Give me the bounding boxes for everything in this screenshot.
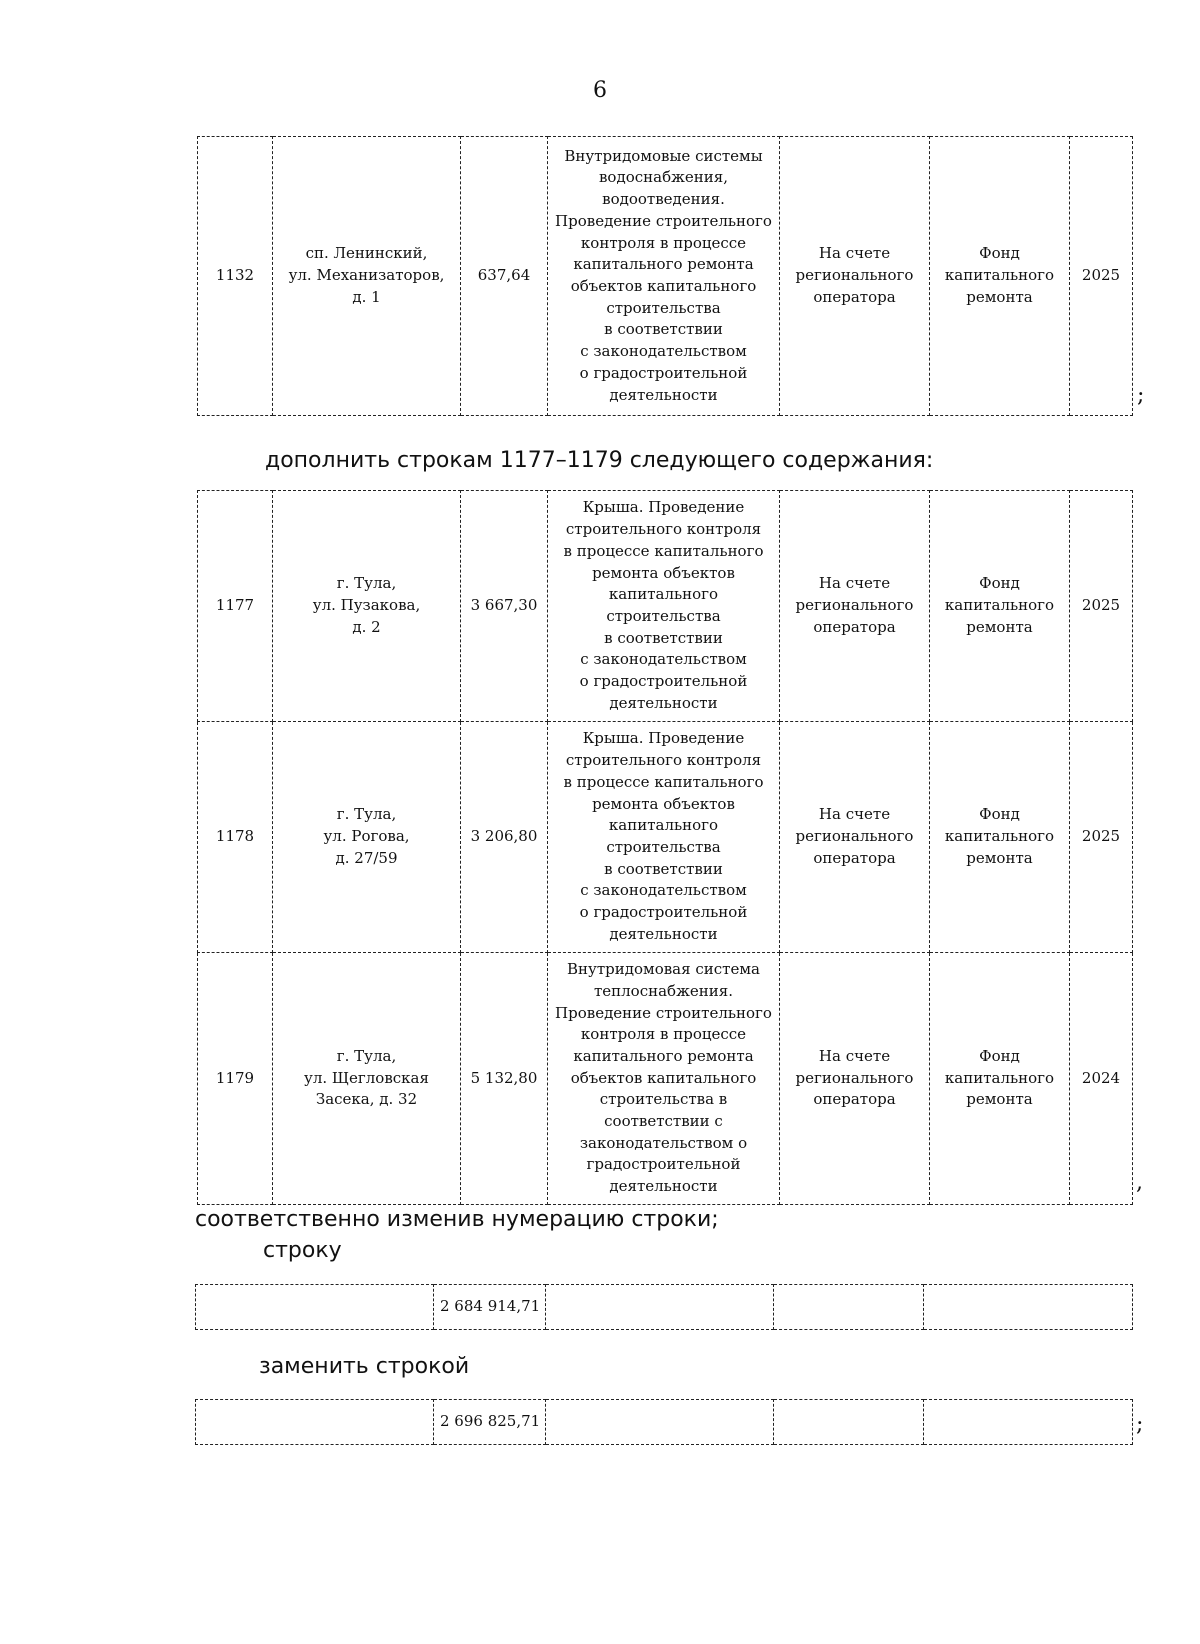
address-line: ул. Рогова, — [323, 827, 410, 846]
area-cell: 5 132,80 — [461, 953, 548, 1205]
work-description-cell — [548, 491, 780, 722]
page-number: 6 — [593, 78, 607, 103]
fund-line: ремонта — [966, 848, 1033, 867]
address-line: ул. Механизаторов, — [288, 266, 445, 285]
work-line: о градостроительной — [579, 903, 748, 922]
account-line: регионального — [795, 1068, 914, 1087]
empty-cell — [546, 1400, 774, 1445]
account-line: На счете — [818, 244, 891, 263]
address-cell — [273, 137, 461, 416]
empty-cell — [196, 1285, 434, 1330]
account-line: оператора — [813, 848, 896, 867]
work-line: деятельности — [609, 693, 718, 712]
work-line: с законодательством — [580, 342, 747, 361]
work-line: ремонта объектов — [592, 794, 735, 813]
table-row — [198, 491, 1133, 722]
account-line: регионального — [795, 266, 914, 285]
account-cell — [780, 137, 930, 416]
year-cell: 2025 — [1070, 137, 1133, 416]
work-description-cell — [548, 953, 780, 1205]
paragraph-renumber: соответственно изменив нумерацию строки; — [195, 1207, 719, 1232]
work-description-cell — [548, 137, 780, 416]
work-line: теплоснабжения. — [593, 981, 733, 1000]
empty-cell — [774, 1400, 924, 1445]
work-line: деятельности — [609, 924, 718, 943]
work-line: Внутридомовая система — [567, 960, 760, 979]
empty-cell — [924, 1400, 1133, 1445]
fund-line: капитального — [944, 596, 1055, 615]
account-line: оператора — [813, 617, 896, 636]
year-cell: 2025 — [1070, 722, 1133, 953]
work-line: Внутридомовые системы — [564, 146, 763, 165]
table-old-total — [195, 1284, 1133, 1330]
table-row-1132 — [197, 136, 1133, 416]
empty-cell — [774, 1285, 924, 1330]
table-row — [198, 137, 1133, 416]
fund-line: Фонд — [979, 244, 1020, 263]
work-line: Крыша. Проведение — [582, 729, 745, 748]
work-description-cell — [548, 722, 780, 953]
work-line: в соответствии — [604, 320, 723, 339]
empty-cell — [924, 1285, 1133, 1330]
address-cell — [273, 491, 461, 722]
address-cell — [273, 722, 461, 953]
work-line: деятельности — [609, 385, 718, 404]
work-line: ремонта объектов — [592, 563, 735, 582]
work-line: соответствии с — [604, 1112, 723, 1131]
year-cell: 2025 — [1070, 491, 1133, 722]
fund-line: ремонта — [966, 1090, 1033, 1109]
row-number-cell: 1132 — [198, 137, 273, 416]
account-line: На счете — [818, 805, 891, 824]
fund-line: капитального — [944, 1068, 1055, 1087]
account-line: регионального — [795, 827, 914, 846]
table-row — [196, 1285, 1133, 1330]
address-line: сп. Ленинский, — [305, 244, 428, 263]
table-row — [196, 1400, 1133, 1445]
work-line: строительства в — [599, 1090, 728, 1109]
work-line: законодательством о — [579, 1133, 748, 1152]
paragraph-add-rows: дополнить строкам 1177–1179 следующего содержания: — [265, 448, 934, 473]
fund-line: капитального — [944, 266, 1055, 285]
work-line: о градостроительной — [579, 363, 748, 382]
work-line: водоотведения. — [602, 190, 725, 209]
work-line: объектов капитального — [570, 1068, 757, 1087]
address-line: д. 27/59 — [335, 848, 398, 867]
semicolon-mark: ; — [1136, 1412, 1144, 1437]
work-line: в соответствии — [604, 859, 723, 878]
fund-line: капитального — [944, 827, 1055, 846]
paragraph-replace: заменить строкой — [259, 1354, 470, 1379]
address-line: г. Тула, — [336, 805, 397, 824]
work-line: капитального ремонта — [573, 1046, 754, 1065]
work-line: контроля в процессе — [580, 1025, 747, 1044]
address-line: д. 2 — [352, 617, 381, 636]
empty-cell — [196, 1400, 434, 1445]
address-line: д. 1 — [352, 287, 381, 306]
fund-line: ремонта — [966, 617, 1033, 636]
semicolon-mark: ; — [1137, 383, 1145, 408]
work-line: строительства — [606, 607, 721, 625]
address-line: г. Тула, — [336, 1046, 397, 1065]
year-cell: 2024 — [1070, 953, 1133, 1205]
work-line: в соответствии — [604, 628, 723, 647]
fund-cell — [930, 953, 1070, 1205]
table-row — [198, 953, 1133, 1205]
area-cell: 3 206,80 — [461, 722, 548, 953]
fund-cell — [930, 722, 1070, 953]
work-line: Крыша. Проведение — [582, 498, 745, 517]
row-number-cell: 1179 — [198, 953, 273, 1205]
table-row — [198, 722, 1133, 953]
table-new-total — [195, 1399, 1133, 1445]
fund-line: ремонта — [966, 287, 1033, 306]
paragraph-row: строку — [263, 1238, 342, 1263]
work-line: Проведение строительного — [555, 1003, 772, 1022]
work-line: с законодательством — [580, 881, 747, 900]
total-value-cell: 2 684 914,71 — [434, 1285, 546, 1330]
account-line: На счете — [818, 574, 891, 593]
fund-line: Фонд — [979, 805, 1020, 824]
comma-mark: , — [1136, 1170, 1143, 1195]
table-new-rows — [197, 490, 1133, 1205]
account-line: регионального — [795, 596, 914, 615]
work-line: строительного контроля — [565, 751, 762, 770]
work-line: в процессе капитального — [563, 541, 764, 560]
area-cell: 3 667,30 — [461, 491, 548, 722]
work-line: строительного контроля — [565, 520, 762, 539]
work-line: о градостроительной — [579, 672, 748, 691]
address-line: ул. Щегловская — [304, 1068, 429, 1087]
work-line: капитального — [608, 585, 719, 604]
address-line: г. Тула, — [336, 574, 397, 593]
account-line: На счете — [818, 1046, 891, 1065]
work-line: строительства — [606, 838, 721, 856]
fund-line: Фонд — [979, 574, 1020, 593]
work-line: Проведение строительного — [555, 211, 772, 230]
work-line: капитального — [608, 816, 719, 835]
row-number-cell: 1177 — [198, 491, 273, 722]
address-line: ул. Пузакова, — [312, 596, 421, 615]
fund-cell — [930, 137, 1070, 416]
work-line: деятельности — [609, 1177, 718, 1196]
work-line: капитального ремонта — [573, 255, 754, 274]
area-cell: 637,64 — [461, 137, 548, 416]
account-line: оператора — [813, 1090, 896, 1109]
work-line: контроля в процессе — [580, 233, 747, 252]
account-cell — [780, 722, 930, 953]
account-line: оператора — [813, 287, 896, 306]
total-value-cell: 2 696 825,71 — [434, 1400, 546, 1445]
account-cell — [780, 491, 930, 722]
fund-line: Фонд — [979, 1046, 1020, 1065]
work-line: водоснабжения, — [598, 168, 729, 187]
address-cell — [273, 953, 461, 1205]
address-line: Засека, д. 32 — [315, 1090, 418, 1109]
work-line: градостроительной — [586, 1155, 741, 1174]
work-line: объектов капитального — [570, 277, 757, 295]
fund-cell — [930, 491, 1070, 722]
work-line: в процессе капитального — [563, 772, 764, 791]
row-number-cell: 1178 — [198, 722, 273, 953]
work-line: строительства — [606, 298, 721, 317]
work-line: с законодательством — [580, 650, 747, 669]
empty-cell — [546, 1285, 774, 1330]
account-cell — [780, 953, 930, 1205]
